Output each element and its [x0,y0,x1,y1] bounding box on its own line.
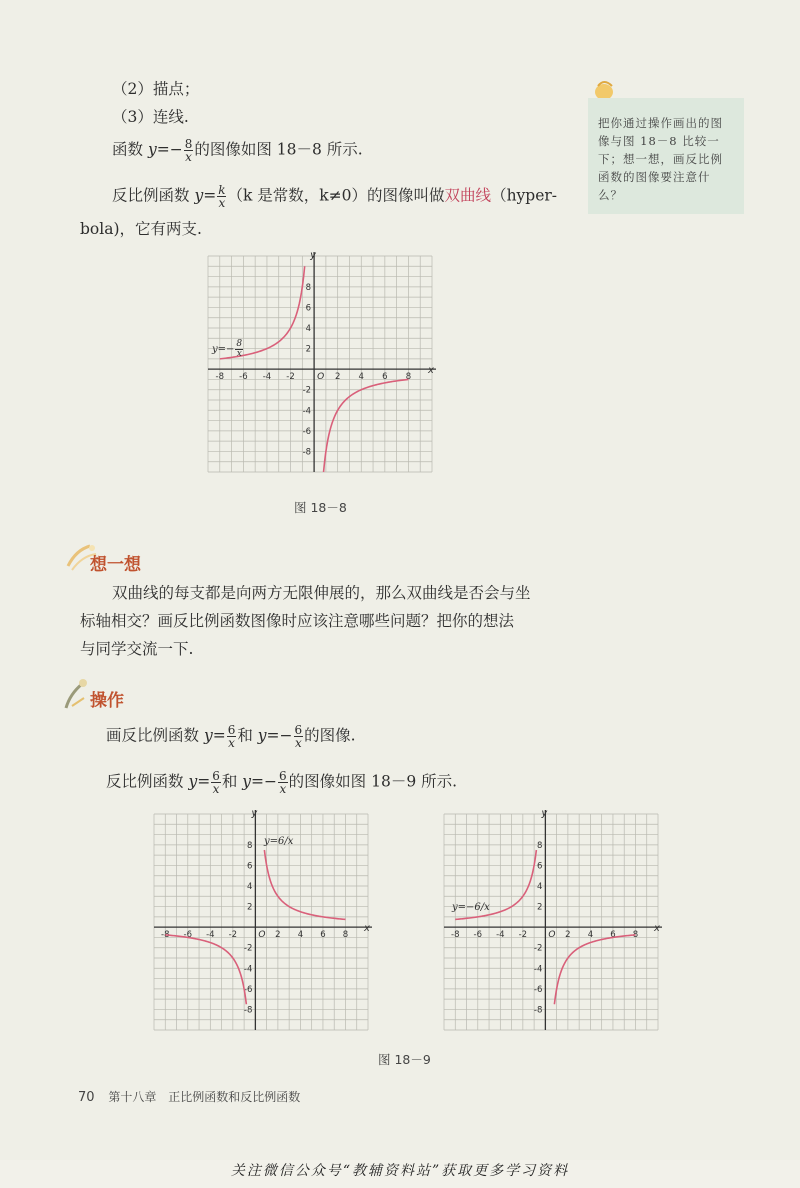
y-tick-label: -4 [533,964,543,975]
op2-f1-var: y [188,772,198,791]
fraction-numerator: 6 [294,723,303,737]
watermark: 关注微信公众号“教辅资料站”获取更多学习资料 [230,1163,570,1179]
hyperbola-branch [264,850,345,919]
y-tick-label: 4 [305,324,312,334]
origin-label: O [258,930,266,941]
fig18-9-left-label: y=6/x [264,836,294,847]
sentence-prefix: 函数 [112,140,148,159]
think-heading: 想一想 [90,555,141,575]
y-tick-label: -4 [302,406,312,417]
y-tick-label: 6 [305,303,312,314]
y-tick-label: 2 [246,902,253,913]
op2-suffix: 的图像如图 18－9 所示. [288,772,458,791]
fraction-denominator: x [218,196,226,210]
hyperbola-branch [554,935,635,1004]
caption-fig-18-9: 图 18－9 [378,1052,431,1067]
x-tick-label: -8 [161,930,170,941]
hyperbola-branch [324,379,409,472]
fig18-8-curve-label [212,340,244,359]
x-tick-label: 8 [405,372,412,383]
operate-line-2 [106,770,457,795]
y-tick-label: -6 [533,984,543,995]
x-tick-label: 4 [358,372,364,383]
fraction-denominator: x [294,736,302,750]
operate-icon [62,676,92,712]
y-tick-label: 6 [246,861,253,872]
origin-label: O [317,372,325,383]
definition-line-1 [112,184,557,209]
x-axis-label: x [428,365,434,377]
sentence-fig-18-8 [112,138,363,163]
y-axis-label: y [541,808,548,819]
chapter-label: 第十八章 [108,1090,157,1104]
think-line-2: 标轴相交？画反比例函数图像时应该注意哪些问题？把你的想法 [80,612,515,630]
origin-label: O [548,930,556,941]
def-middle: （k 是常数，k≠0）的图像叫做 [227,186,445,205]
op1-f1-eq: = [212,726,226,745]
op1-fraction-6-x [227,724,237,749]
step-2: （2）描点； [112,80,200,98]
hyperbola-branch [165,935,246,1004]
figure-18-8 [200,248,440,480]
var-y: y [147,140,157,159]
equals-minus: =− [156,140,183,159]
y-tick-label: -2 [533,943,543,954]
grid [208,256,432,472]
x-tick-label: -4 [206,930,215,941]
think-line-1: 双曲线的每支都是向两方无限伸展的，那么双曲线是否会与坐 [112,584,531,602]
x-axis-label: x [364,923,370,935]
op1-prefix: 画反比例函数 [106,726,204,745]
y-tick-label: -8 [302,447,312,458]
def-tail: （hyper- [491,186,558,205]
x-tick-label: 8 [632,930,639,941]
x-tick-label: 2 [334,372,341,383]
step-3: （3）连线. [112,108,189,126]
def-prefix: 反比例函数 [112,186,195,205]
y-tick-label: 2 [305,344,312,355]
op2-prefix: 反比例函数 [106,772,189,791]
op2-f2-eq: =− [251,772,278,791]
x-tick-label: 6 [382,372,388,383]
figure-18-9-left [146,806,376,1038]
caption-fig-18-8: 图 18－8 [294,500,347,515]
x-tick-label: -8 [215,372,225,383]
y-tick-label: 8 [305,282,312,293]
label-prefix: y=− [212,344,235,355]
chapter-title: 正比例函数和反比例函数 [168,1090,301,1104]
x-tick-label: -8 [451,930,460,941]
fraction-denominator: x [279,782,287,796]
y-tick-label: -6 [302,426,312,437]
x-tick-label: 4 [587,930,594,941]
x-tick-label: 2 [275,930,281,941]
op2-and: 和 [221,772,243,791]
x-tick-label: -4 [496,930,505,941]
label-den: x [236,349,242,359]
x-tick-label: -4 [262,372,272,383]
sentence-suffix: 的图像如图 18－8 所示. [194,140,363,159]
y-tick-label: 4 [536,882,543,892]
label-fraction [235,340,243,359]
operate-line-1 [106,724,356,749]
op1-fraction-neg-6-x [294,724,304,749]
x-tick-label: 8 [342,930,349,941]
y-tick-label: -8 [243,1005,253,1016]
y-tick-label: -2 [302,385,312,396]
label-num: 8 [236,339,243,349]
figure-18-9-right [436,806,666,1038]
op1-f2-eq: =− [266,726,293,745]
grid [444,814,658,1030]
fraction-numerator: k [218,183,226,197]
op1-f2-var: y [257,726,267,745]
x-tick-label: -2 [286,372,295,383]
fraction-8-x [184,138,194,163]
y-tick-label: -4 [243,964,253,975]
x-tick-label: -6 [239,372,248,383]
op1-f1-var: y [203,726,213,745]
think-line-3: 与同学交流一下. [80,640,194,658]
grid [154,814,368,1030]
def-equals: = [203,186,217,205]
op1-and: 和 [237,726,258,745]
fraction-numerator: 6 [227,723,236,737]
y-tick-label: 4 [246,882,253,892]
y-tick-label: 6 [536,861,543,872]
def-var-y: y [194,186,204,205]
x-tick-label: -2 [518,930,528,941]
y-tick-label: 8 [246,840,253,851]
fraction-denominator: x [185,150,192,164]
term-hyperbola: 双曲线 [444,186,492,205]
op1-suffix: 的图像. [304,726,356,745]
y-tick-label: -8 [533,1005,543,1016]
op2-f2-var: y [242,772,252,791]
op2-fraction-neg-6-x [278,770,288,795]
x-tick-label: 6 [610,930,616,941]
side-note: 把你通过操作画出的图像与图 18－8 比较一下；想一想，画反比例函数的图像要注意什么？ [588,98,744,214]
op2-f1-eq: = [197,772,211,791]
x-tick-label: -2 [228,930,238,941]
definition-line-2: bola)，它有两支. [80,220,202,238]
page-number: 70 [78,1090,95,1105]
x-tick-label: 4 [297,930,304,941]
y-tick-label: -6 [243,984,253,995]
op2-fraction-6-x [211,770,221,795]
y-tick-label: -2 [243,943,253,954]
x-tick-label: -6 [183,930,193,941]
operate-heading: 操作 [90,691,124,711]
x-tick-label: 2 [565,930,571,941]
x-tick-label: 6 [320,930,326,941]
y-tick-label: 8 [536,840,543,851]
x-tick-label: -6 [473,930,483,941]
fraction-numerator: 8 [184,137,193,151]
fraction-denominator: x [228,736,235,750]
page-footer [78,1088,300,1105]
x-axis-label: x [654,923,660,935]
fraction-numerator: 6 [279,769,287,783]
y-axis-label: y [251,808,258,819]
fraction-denominator: x [212,782,220,796]
y-axis-label: y [310,250,317,261]
fraction-numerator: 6 [212,769,220,783]
fig18-9-right-label: y=−6/x [452,902,490,913]
y-tick-label: 2 [536,902,543,913]
fraction-k-x [217,184,226,209]
